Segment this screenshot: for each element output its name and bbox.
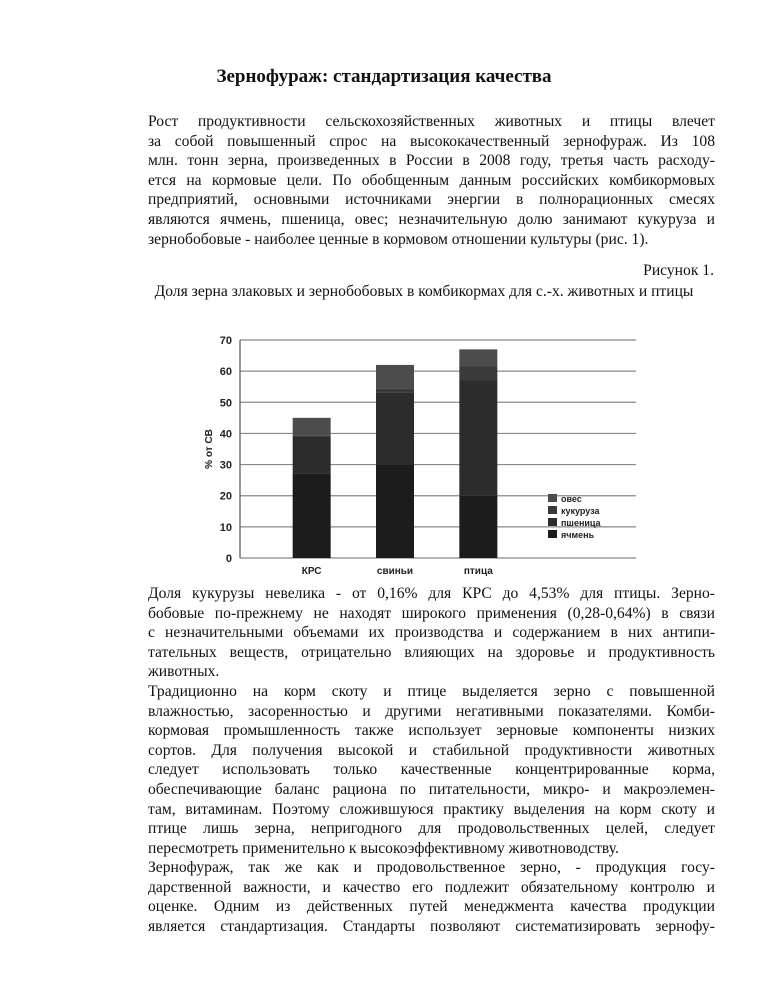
- x-tick-label: КРС: [301, 566, 322, 577]
- text-line: кормовая промышленность также использует зерновые компоненты низких: [148, 722, 715, 740]
- body-paragraph: [111, 584, 715, 682]
- text-line: Доля кукурузы невелика - от 0,16% для КРС до 4,53% для птицы. Зерно-: [148, 585, 715, 602]
- bar-segment: [459, 366, 497, 380]
- text-line: влажностью, засоренностью и другими негативными показателями. Комби-: [148, 702, 715, 720]
- legend-swatch: [548, 530, 557, 538]
- text-line: млн. тонн зерна, произведенных в России в 2008 году, третья часть расходу-: [148, 152, 715, 170]
- y-tick-label: 0: [225, 553, 232, 565]
- bar-segment: [293, 474, 331, 558]
- text-line: Зернофураж, так же как и продовольственное зерно, - продукция госу-: [148, 859, 715, 876]
- bar-segment: [293, 418, 331, 436]
- bar-segment: [376, 465, 414, 558]
- bar-segment: [376, 393, 414, 465]
- text-line: бобовые по-прежнему не находят широкого применения (0,28-0,64%) в связи: [148, 604, 715, 622]
- text-line: предприятий, основными источниками энергии в полнорационных смесях: [148, 191, 715, 209]
- text-line: Традиционно на корм скоту и птице выделяется зерно с повышенной: [148, 683, 715, 700]
- y-tick-label: 70: [219, 335, 232, 347]
- y-tick-label: 40: [219, 428, 232, 441]
- x-tick-label: свиньи: [376, 566, 414, 577]
- legend-swatch: [548, 506, 557, 514]
- legend-swatch: [548, 494, 557, 502]
- text-line: птице лишь зерна, непригодного для продовольственных целей, следует: [148, 820, 715, 838]
- text-line: дарственной важности, и качество его подлежит обязательному контролю и: [148, 878, 715, 896]
- legend-label: овес: [561, 494, 582, 504]
- y-tick-label: 10: [219, 521, 232, 534]
- stacked-bar-chart: [196, 318, 656, 582]
- y-tick-label: 50: [219, 397, 232, 410]
- text-line: с незначительными объемами их производства и содержанием в них антипи-: [148, 624, 715, 642]
- bar-segment: [459, 380, 497, 495]
- text-line: Рост продуктивности сельскохозяйственных животных и птицы влечет: [148, 113, 715, 130]
- text-line: тательных веществ, отрицательно влияющих на здоровье и продуктивность: [148, 643, 715, 661]
- body-paragraph: [111, 682, 715, 858]
- y-axis-label: % от CB: [204, 429, 215, 469]
- x-tick-label: птица: [463, 566, 493, 577]
- text-line: зернобобовые - наиболее ценные в кормовом отношении культуры (рис. 1).: [148, 230, 649, 248]
- y-tick-label: 60: [219, 366, 232, 379]
- y-tick-label: 30: [219, 459, 232, 472]
- text-line: животных.: [148, 663, 220, 681]
- legend-label: кукуруза: [561, 506, 600, 516]
- y-tick-label: 20: [219, 490, 232, 503]
- legend-label: пшеница: [561, 518, 601, 528]
- figure-caption: Доля зерна злаковых и зернобобовых в комбикормах для с.-х. животных и птицы: [154, 283, 694, 300]
- legend-label: ячмень: [561, 530, 595, 540]
- legend-swatch: [548, 518, 557, 526]
- intro-paragraph: [111, 112, 715, 249]
- text-line: являются ячмень, пшеница, овес; незначительную долю занимают кукуруза и: [148, 210, 715, 228]
- text-line: является стандартизация. Стандарты позволяют систематизировать зернофу-: [148, 917, 715, 935]
- text-line: там, витаминам. Поэтому сложившуюся практику выделения на корм скоту и: [148, 800, 715, 818]
- body-paragraph: [111, 858, 715, 936]
- text-line: оценке. Одним из действенных путей менеджмента качества продукции: [148, 898, 715, 916]
- text-line: пересмотреть применительно к высокоэффективному животноводству.: [148, 839, 619, 857]
- bar-segment: [376, 365, 414, 388]
- text-line: за собой повышенный спрос на высококачественный зернофураж. Из 108: [148, 132, 715, 150]
- page-title: Зернофураж: стандартизация качества: [216, 66, 552, 87]
- bar-segment: [293, 437, 331, 474]
- bar-segment: [376, 388, 414, 393]
- text-line: обеспечивающие баланс рациона по питательности, микро- и макроэлемен-: [148, 780, 715, 798]
- bar-segment: [459, 496, 497, 558]
- figure-label: Рисунок 1.: [643, 262, 714, 279]
- text-line: следует использовать только качественные концентрированные корма,: [148, 761, 715, 779]
- bar-segment: [459, 349, 497, 366]
- text-line: ется на кормовые цели. По обобщенным данным российских комбикормовых: [148, 171, 715, 189]
- text-line: сортов. Для получения высокой и стабильной продуктивности животных: [148, 741, 715, 759]
- bar-segment: [293, 436, 331, 437]
